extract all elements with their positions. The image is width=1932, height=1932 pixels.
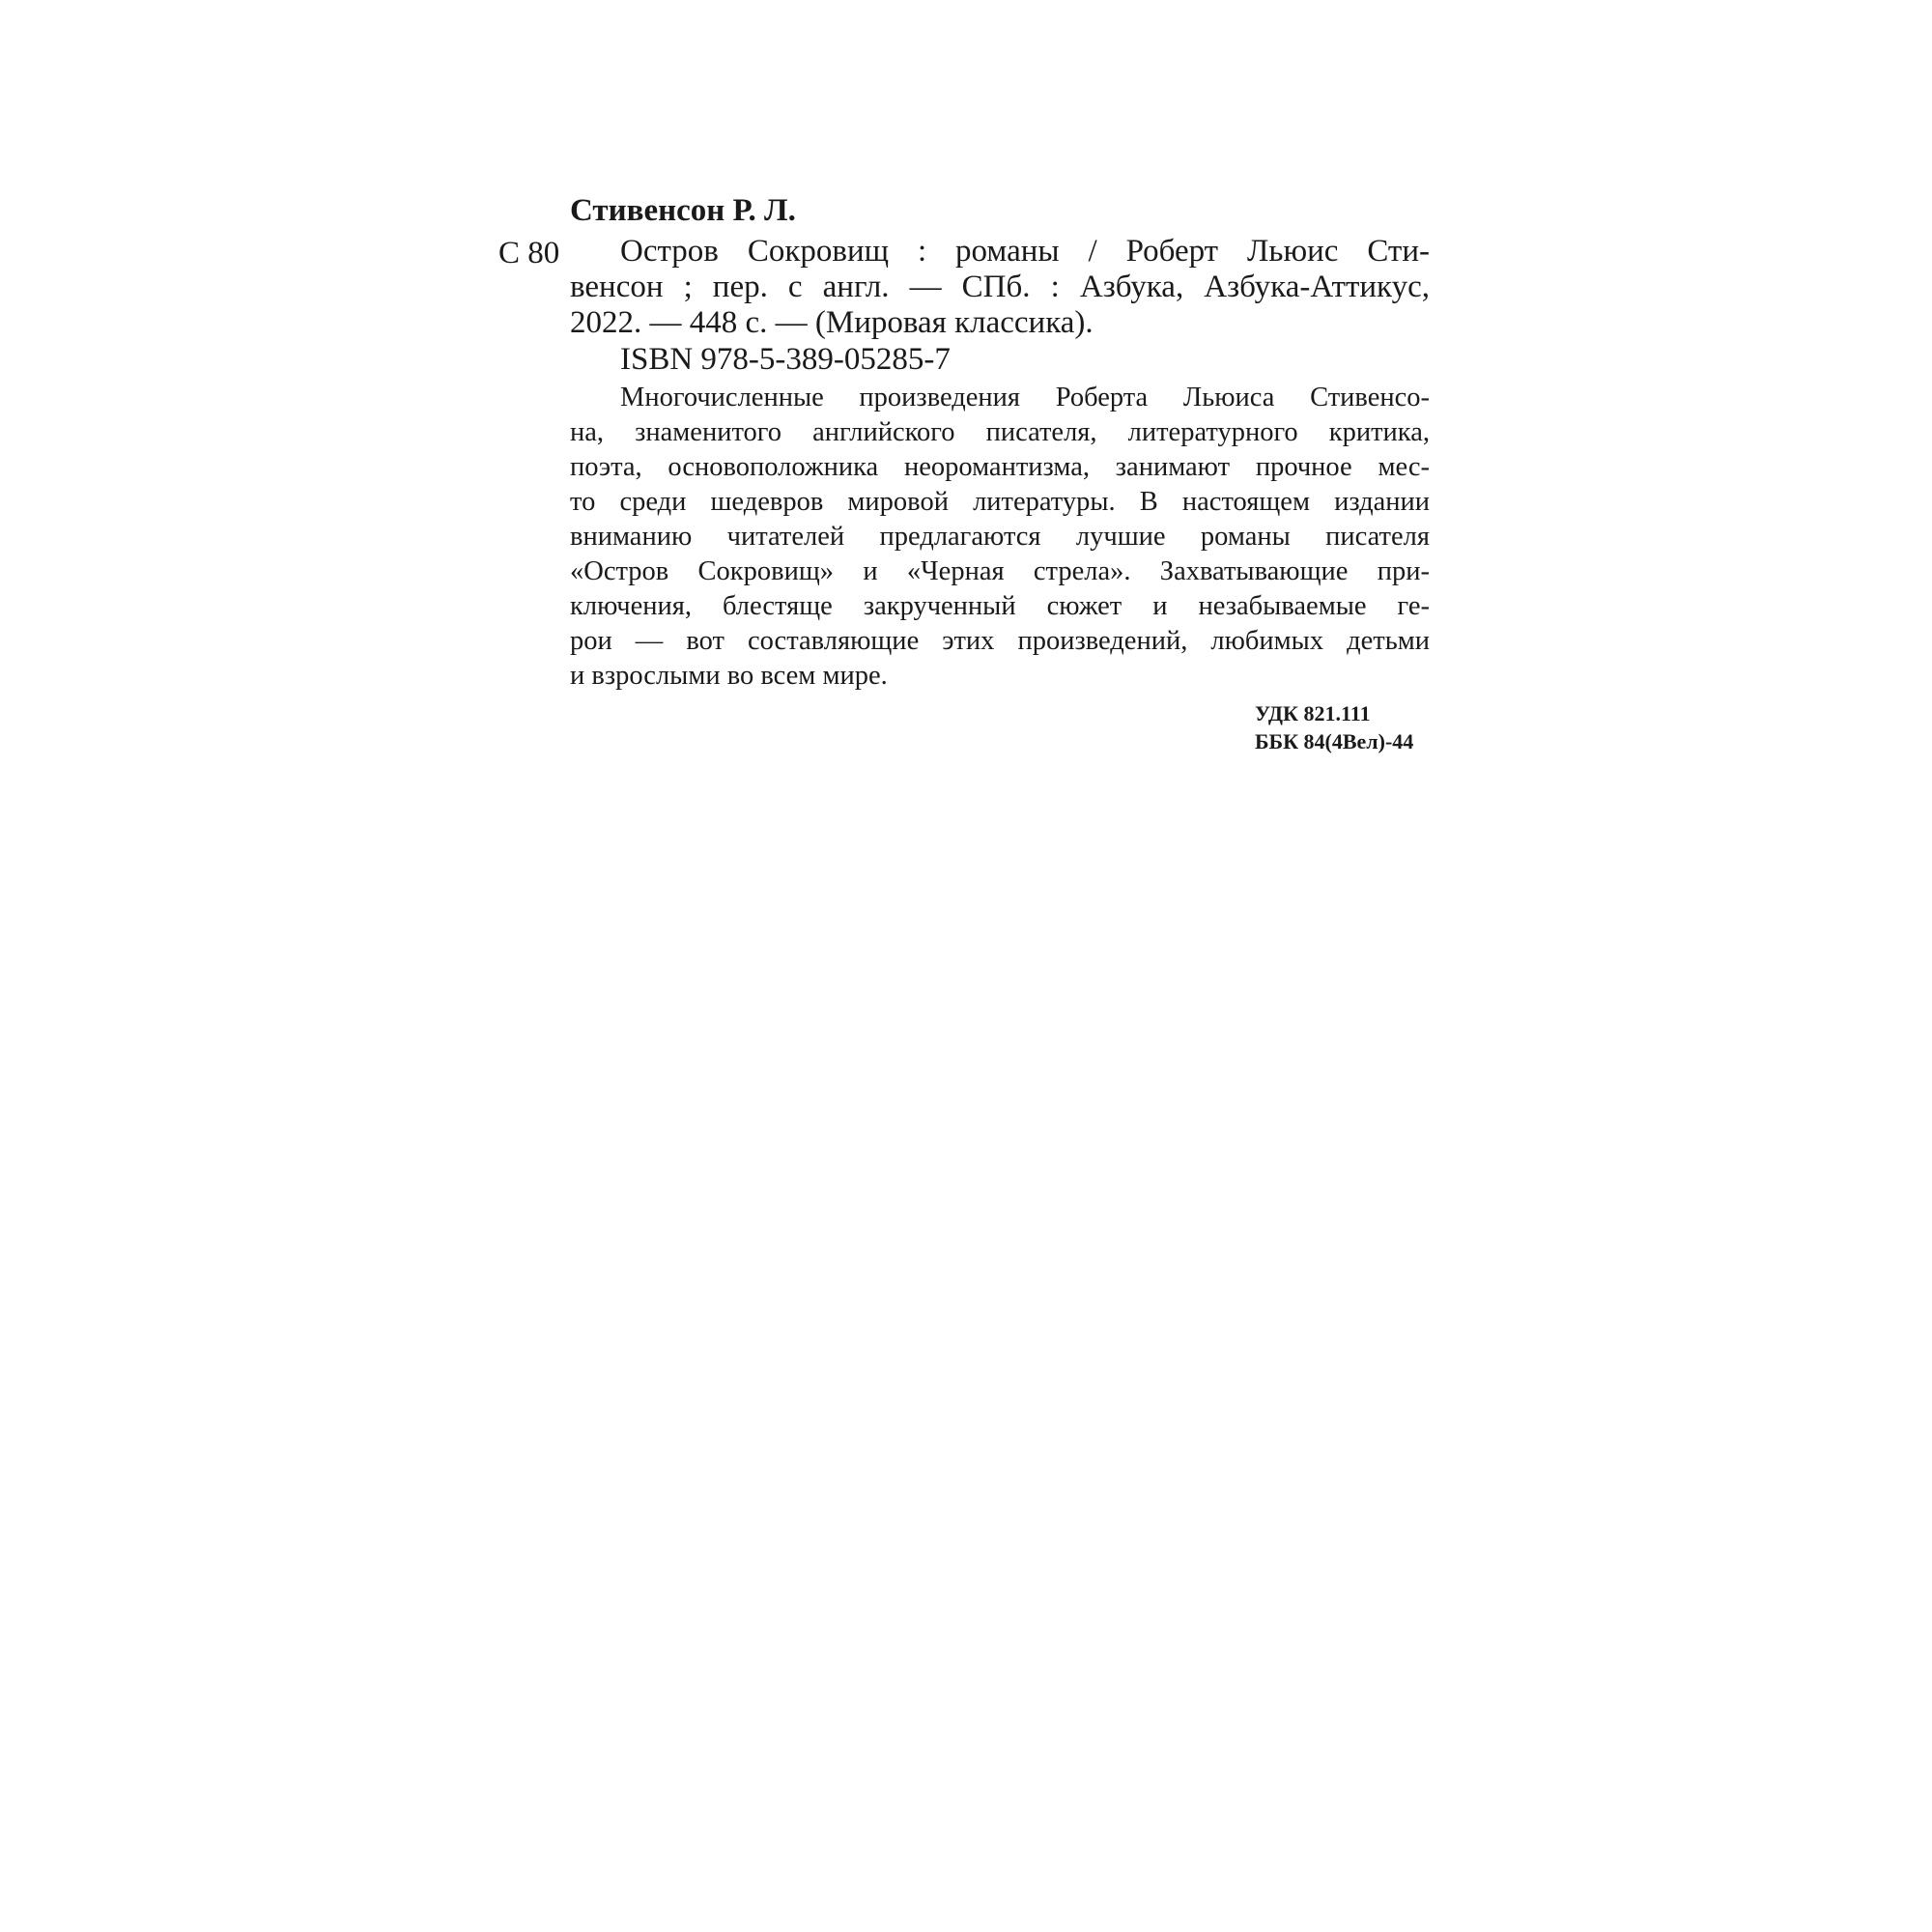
annotation-line: рои — вот составляющие этих произведений, любимых детьми bbox=[570, 626, 1430, 656]
annotation-line: «Остров Сокровищ» и «Черная стрела». Захватывающие при- bbox=[570, 556, 1430, 586]
bbk-code: ББК 84(4Вел)-44 bbox=[1255, 729, 1414, 753]
annotation-line: то среди шедевров мировой литературы. В настоящем издании bbox=[570, 487, 1430, 517]
author-heading: Стивенсон Р. Л. bbox=[570, 193, 796, 228]
annotation-line: поэта, основоположника неоромантизма, занимают прочное мес- bbox=[570, 452, 1430, 482]
annotation-line: и взрослыми во всем мире. bbox=[570, 661, 888, 691]
author-cipher: С 80 bbox=[498, 236, 560, 270]
classification-codes bbox=[570, 699, 1430, 755]
annotation-line: ключения, блестяще закрученный сюжет и незабываемые ге- bbox=[570, 591, 1430, 621]
title-line: 2022. — 448 с. — (Мировая классика). bbox=[570, 305, 1094, 340]
bibliographic-record bbox=[498, 191, 1430, 755]
udk-code: УДК 821.111 bbox=[1255, 701, 1371, 725]
annotation-line: на, знаменитого английского писателя, литературного критика, bbox=[570, 417, 1430, 447]
title-description bbox=[570, 234, 1430, 341]
title-line: венсон ; пер. с англ. — СПб. : Азбука, Азбука-Аттикус, bbox=[570, 270, 1430, 304]
isbn: ISBN 978-5-389-05285-7 bbox=[620, 342, 951, 377]
annotation bbox=[570, 381, 1430, 694]
title-line: Остров Сокровищ : романы / Роберт Льюис Сти- bbox=[620, 234, 1430, 269]
annotation-line: Многочисленные произведения Роберта Льюиса Стивенсо- bbox=[620, 383, 1430, 412]
annotation-line: вниманию читателей предлагаются лучшие романы писателя bbox=[570, 522, 1430, 552]
